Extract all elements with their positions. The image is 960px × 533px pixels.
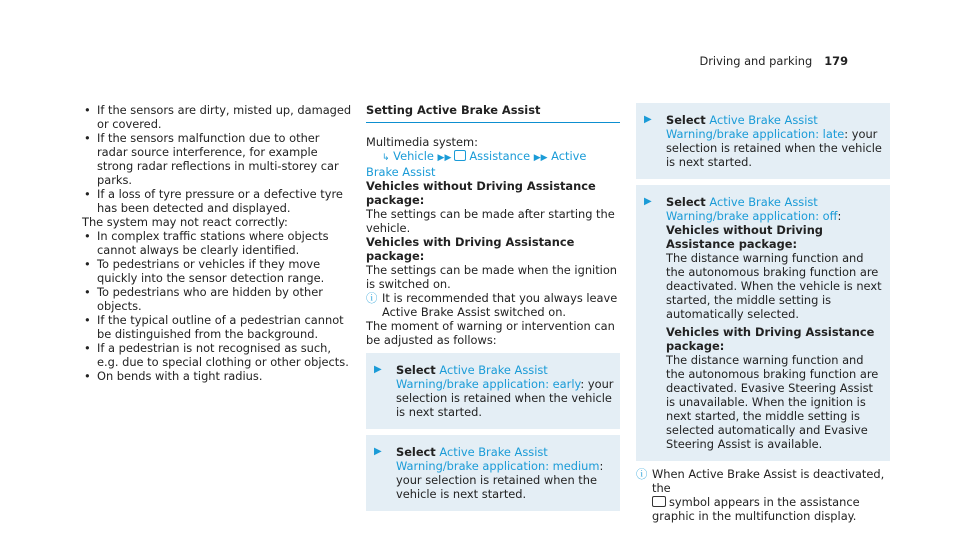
note [366,291,620,319]
bullet-item: • If a loss of tyre pressure or a defective tyre has been detected and displayed. [82,187,352,215]
column-2 [366,103,620,517]
step-arrow-icon: ▶ [644,114,652,125]
step-medium [366,435,620,511]
section-title: Driving and parking [699,54,813,68]
info-icon: ⓘ [366,291,378,305]
menu-path [366,149,620,165]
bullet-item: • To pedestrians who are hidden by other objects. [82,285,352,313]
paragraph: The settings can be made after starting the vehicle. [366,207,615,235]
paragraph: The system may not react correctly: [82,215,288,229]
note-text: It is recommended that you always leave Active Brake Assist switched on. [382,291,618,319]
bullet-item: • If the sensors malfunction due to other radar source interference, for example strong radar reflections in multi-storey car parks. [82,131,352,187]
subheading: Vehicles with Driving Assistance package: [666,325,875,353]
step-text: : your selection is retained when the vehicle is next started. [396,377,614,419]
page-header [699,54,848,68]
bullet-item: • To pedestrians or vehicles if they move quickly into the sensor detection range. [82,257,352,285]
bullet-item: • If a pedestrian is not recognised as such, e.g. due to special clothing or other objects. [82,341,352,369]
double-chevron-icon: ▶▶ [533,153,548,163]
abs-off-symbol-icon [652,496,666,507]
select-label: Select [666,113,706,127]
paragraph: The distance warning function and the autonomous braking function are deactivated. When the vehicle is next started, the middle setting is automatically selected. [666,251,882,321]
step-text: : your selection is retained when the vehicle is next started. [666,127,882,169]
option-late: Active Brake Assist Warning/brake application: late [666,113,845,141]
step-arrow-icon: ▶ [374,446,382,457]
page-number: 179 [824,54,848,68]
column-1 [82,103,352,383]
path-brake-assist: Brake Assist [366,165,436,179]
note-text-b: symbol appears in the assistance graphic in the multifunction display. [652,495,860,523]
subheading: Vehicles without Driving Assistance package: [366,179,596,207]
return-arrow-icon: ↳ [382,153,390,163]
note-text-a: When Active Brake Assist is deactivated, the [652,467,885,495]
bullet-item: • In complex traffic stations where objects cannot always be clearly identified. [82,229,352,257]
subheading: Vehicles without Driving Assistance package: [666,223,823,251]
section-heading: Setting Active Brake Assist [366,103,620,123]
bullet-item: • If the typical outline of a pedestrian cannot be distinguished from the background. [82,313,352,341]
select-label: Select [666,195,706,209]
step-off [636,185,890,461]
step-arrow-icon: ▶ [374,364,382,375]
step-late [636,103,890,179]
step-early [366,353,620,429]
path-assistance: Assistance [469,149,531,163]
option-early: Active Brake Assist Warning/brake application: early [396,363,581,391]
step-text: : your selection is retained when the vehicle is next started. [396,459,604,501]
info-icon: ⓘ [636,467,648,481]
column-3 [636,103,890,523]
paragraph: The settings can be made when the ignition is switched on. [366,263,618,291]
select-label: Select [396,363,436,377]
bullet-item: • If the sensors are dirty, misted up, damaged or covered. [82,103,352,131]
note [636,467,890,523]
select-label: Select [396,445,436,459]
multimedia-label: Multimedia system: [366,135,478,149]
paragraph: The distance warning function and the autonomous braking function are deactivated. Evasive Steering Assist is unavailable. When the ignition is next started, the middle setting is selected automatically and Evasive Steering Assist is available. [666,353,879,451]
step-arrow-icon: ▶ [644,196,652,207]
option-off: Active Brake Assist Warning/brake application: off [666,195,838,223]
double-chevron-icon: ▶▶ [437,153,452,163]
bullet-item: • On bends with a tight radius. [82,369,352,383]
option-medium: Active Brake Assist Warning/brake application: medium [396,445,600,473]
colon: : [837,209,842,223]
subheading: Vehicles with Driving Assistance package: [366,235,575,263]
path-active: Active [551,149,587,163]
path-vehicle: Vehicle [393,149,434,163]
car-assist-icon [454,150,466,161]
paragraph: The moment of warning or intervention can be adjusted as follows: [366,319,615,347]
